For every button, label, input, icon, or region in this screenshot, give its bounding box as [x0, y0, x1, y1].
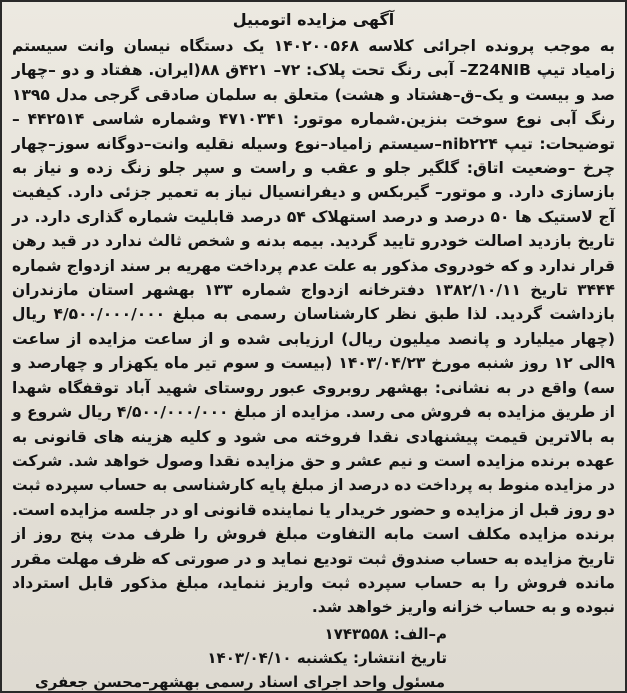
notice-title: آگهی مزایده اتومبیل: [232, 10, 395, 29]
publish-date: تاریخ انتشار: یکشنبه ۱۴۰۳/۰۴/۱۰: [207, 648, 447, 667]
notice-body: به موجب پرونده اجرائی کلاسه ۱۴۰۲۰۰۵۶۸ یک دستگاه نیسان وانت سیستم زامیاد تیپ Z24NIB– آبی رنگ تحت پلاک: ۷۲– ۴۲۱ق ۸۸(ایران. هفتاد و دو –چهار صد و بیست و یک–ق–هشتاد و هشت) متعلق به سلمان صادقی گرجی مدل ۱۳۹۵ رنگ آبی نوع سوخت بنزین.شماره موتور: ۴۷۱۰۳۴۱ وشماره شاسی ۴۴۲۵۱۴ – توضیحات: تیپ nib۲۲۴–سیستم زامیاد–نوع وسیله نقلیه وانت–دوگانه سوز–چهار چرخ –وضعیت اتاق: گلگیر جلو و عقب و راست و سپر جلو زنگ زده و نیاز به بازسازی دارد. و موتور– گیربکس و دیفرانسیال نیاز به تعمیر جزئی دارد. کیفیت آج لاستیک ها ۵۰ درصد و درصد استهلاک ۵۴ درصد قابلیت شماره گذاری دارد. در تاریخ بازدید اصالت خودرو تایید گردید. بیمه بدنه و شخص ثالث ندارد در قید رهن قرار ندارد و که خودروی مذکور به علت عدم پرداخت مهریه بر سند ازدواج شماره ۳۴۴۴ تاریخ ۱۳۸۲/۱۰/۱۱ دفترخانه ازدواج شماره ۱۳۳ بهشهر استان مازندران بازداشت گردید. لذا طبق نظر کارشناسان رسمی به مبلغ ۴/۵۰۰/۰۰۰/۰۰۰ ریال (چهار میلیارد و پانصد میلیون ریال) ارزیابی شده و از ساعت مزایده از ساعت ۹الی ۱۲ روز شنبه مورخ ۱۴۰۳/۰۴/۲۳ (بیست و سوم تیر ماه یکهزار و چهارصد و سه) واقع در به نشانی: بهشهر روبروی عبور روستای شهید آباد توقفگاه شهدا از طریق مزایده به فروش می رسد. مزایده از مبلغ ۴/۵۰۰/۰۰۰/۰۰۰ ریال شروع و به بالاترین قیمت پیشنهادی نقدا فروخته می شود و کلیه هزینه های قانونی به عهده برنده مزایده است و نیم عشر و حق مزایده نقدا وصول خواهد شد. شرکت در مزایده منوط به پرداخت ده درصد از مبلغ پایه کارشناسی به حساب سپرده ثبت دو روز قبل از مزایده و حضور خریدار یا نماینده قانونی او در جلسه مزایده است. برنده مزایده مکلف است مابه التفاوت مبلغ فروش را ظرف مدت پنج روز از تاریخ مزایده به حساب صندوق ثبت تودیع نماید و در صورتی که ظرف مهلت مقرر مانده فروش را به حساب سپرده ثبت واریز ننماید، مبلغ مذکور قابل استرداد نبوده و به حساب خزانه واریز خواهد شد.: [12, 37, 616, 617]
notice-footer: [12, 622, 615, 693]
notice-reference: م–الف: ۱۷۴۳۵۵۸: [324, 624, 447, 643]
signature: مسئول واحد اجرای اسناد رسمی بهشهر–محسن جعفری: [34, 672, 445, 691]
